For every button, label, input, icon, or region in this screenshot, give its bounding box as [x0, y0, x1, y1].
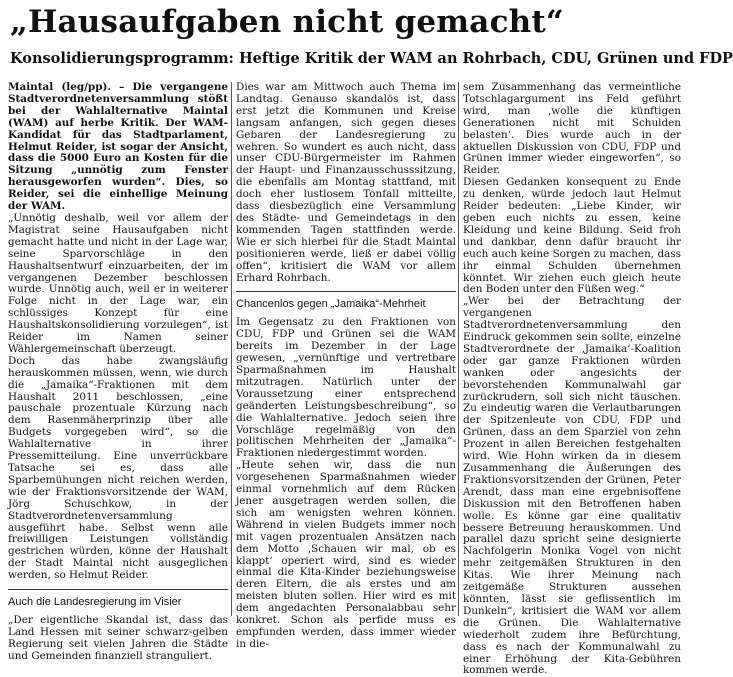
section-heading: Chancenlos gegen „Jamaika“-Mehrheit	[236, 291, 456, 311]
column-2	[236, 82, 456, 651]
body-paragraph: Diesen Gedanken konsequent zu Ende zu denken, würde jedoch laut Helmut Reider bedeuten: „Liebe Kinder, wir geben euch nichts zu essen, keine Kleidung und keine Bildung. Seid froh und dankbar, denn dafür braucht ihr euch auch keine Sorgen zu machen, dass ihr einmal Schulden übernehmen könntet. Wir ziehen euch gleich heute den Boden unter den Füßen weg.“	[463, 176, 681, 296]
article-subheadline: Konsolidierungsprogramm: Heftige Kritik der WAM an Rohrbach, CDU, Grünen und FDP	[10, 50, 733, 67]
body-paragraph: Im Gegensatz zu den Fraktionen von CDU, FDP und Grünen sei die WAM bereits im Dezember in der Lage gewesen, „vernünftige und vertretbare Sparmaßnahmen im Haushalt mitzutragen. Natürlich unter der Voraussetzung einer entsprechend geänderten Leistungsbeschreibung“, so die Wahlalternative. Jedoch seien ihre Vorschläge regelmäßig von den politischen Mehrheiten der „Jamaika“-Fraktionen niedergestimmt worden.	[236, 316, 456, 460]
body-paragraph: Doch das habe zwangsläufig herauskommen müssen, wenn, wie durch die „Jamaika“-Fraktionen mit dem Haushalt 2011 beschlossen, „eine pauschale prozentuale Kürzung nach dem Rasenmäherprinzip über alle Budgets vorgegeben wird“, so die Wahlalternative in ihrer Pressemitteilung. Eine unverrückbare Tatsache sei es, dass alle Sparbemühungen nicht reichen werden, wie der Fraktionsvorsitzende der WAM, Jörg Schuschkow, in der Stadtverordnetenversammlung ausgeführt habe. Selbst wenn alle freiwilligen Leistungen vollständig gestrichen würden, könne der Haushalt der Stadt Maintal nicht ausgeglichen werden, so Helmut Reider.	[8, 354, 228, 582]
column-divider	[458, 82, 459, 616]
column-3	[463, 82, 681, 677]
body-paragraph: „Wer bei der Betrachtung der vergangenen Stadtverordnetenversammlung den Eindruck gekommen sein sollte, einzelne Stadtverordnete der ‚Jamaika‘-Koalition oder gar ganze Fraktionen würden wanken oder angesichts der bevorstehenden Kommunalwahl gar zurückrudern, soll sich nicht täuschen. Zu eindeutig waren die Verlautbarungen der Spitzenleute von CDU, FDP und Grünen, dass an dem Sparziel von zehn Prozent in allen Bereichen festgehalten wird. Wie Hohn wirken da in diesem Zusammenhang die Äußerungen des Fraktionsvorsitzenden der Grünen, Peter Arendt, dass man eine ergebnisoffene Diskussion mit den Betroffenen haben wolle. Es könne gar eine qualitativ bessere Betreuung herauskommen. Und parallel dazu spricht seine designierte Nachfolgerin Monika Vogel von nicht mehr zeitgemäßen Strukturen in den Kitas. Wie ihrer Meinung nach zeitgemäße Strukturen aussehen könnten, lässt sie geflissentlich im Dunkeln“, kritisiert die WAM vor allem die Grünen. Die Wahlalternative wiederholt zudem ihre Befürchtung, dass es nach der Kommunalwahl zu einer Erhöhung der Kita-Gebühren kommen werde.	[463, 295, 681, 677]
article-headline: „Hausaufgaben nicht gemacht“	[10, 4, 564, 40]
body-paragraph: „Der eigentliche Skandal ist, dass das Land Hessen mit seiner schwarz-gelben Regierung seit vielen Jahren die Städte und Gemeinden finanziell stranguliert.	[8, 614, 228, 662]
body-paragraph: sem Zusammenhang das vermeintliche Totschlagargument ins Feld geführt wird, man ‚wolle die künftigen Generationen nicht mit Schulden belasten‘. Dies wurde auch in der aktuellen Diskussion von CDU, FDP und Grünen immer wieder eingeworfen“, so Reider.	[463, 81, 681, 177]
body-paragraph: Dies war am Mittwoch auch Thema im Landtag. Genauso skandalös ist, dass erst jetzt die Kommunen und Kreise langsam anfangen, sich gegen dieses Gebaren der Landesregierung zu wehren. So wundert es auch nicht, dass unser CDU-Bürgermeister im Rahmen der Haupt- und Finanzausschusssitzung, die ebenfalls am Montag stattfand, mit doch eher lustlosem Tonfall mitteilte, dass diesbezüglich eine Versammlung des Städte- und Gemeindetags in den kommenden Tagen stattfinden werde. Wie er sich hierbei für die Stadt Maintal positionieren werde, ließ er dabei völlig offen“, kritisiert die WAM vor allem Erhard Rohrbach.	[236, 81, 456, 284]
column-divider	[231, 82, 232, 616]
column-1	[8, 82, 228, 663]
body-paragraph: „Heute sehen wir, dass die nun vorgesehenen Sparmaßnahmen wieder einmal vornehmlich auf dem Rücken jener ausgetragen werden sollen, die sich am wenigsten wehren können. Während in vielen Budgets immer noch mit vagen prozentualen Ansätzen nach dem Motto ‚Schauen wir mal, ob es klappt‘ operiert wird, sind es wieder einmal die Kita-Kinder beziehungsweise deren Eltern, die als erstes und am meisten bluten sollen. Hier wird es mit dem angedachten Personalabbau sehr konkret. Schon als perfide muss es empfunden werden, dass immer wieder in die-	[236, 459, 456, 650]
lead-paragraph: Maintal (leg/pp). – Die vergangene Stadtverordnetenversammlung stößt bei der Wahlalternative Maintal (WAM) auf herbe Kritik. Der WAM-Kandidat für das Stadtparlament, Helmut Reider, ist sogar der Ansicht, dass die 5000 Euro an Kosten für die Sitzung „unnötig zum Fenster herausgeworfen wurden“. Dies, so Reider, sei die einhellige Meinung der WAM.	[8, 81, 228, 213]
section-heading: Auch die Landesregierung im Visier	[8, 589, 228, 609]
body-paragraph: „Unnötig deshalb, weil vor allem der Magistrat seine Hausaufgaben nicht gemacht hatte und nicht in der Lage war, seine Sparvorschläge in den Haushaltsentwurf einzuarbeiten, der im vergangenen Dezember beschlossen wurde. Unnötig auch, weil er in weiterer Folge nicht in der Lage war, ein schlüssiges Konzept für eine Haushaltskonsolidierung vorzulegen“, ist Reider im Namen seiner Wählergemeinschaft überzeugt.	[8, 211, 228, 355]
